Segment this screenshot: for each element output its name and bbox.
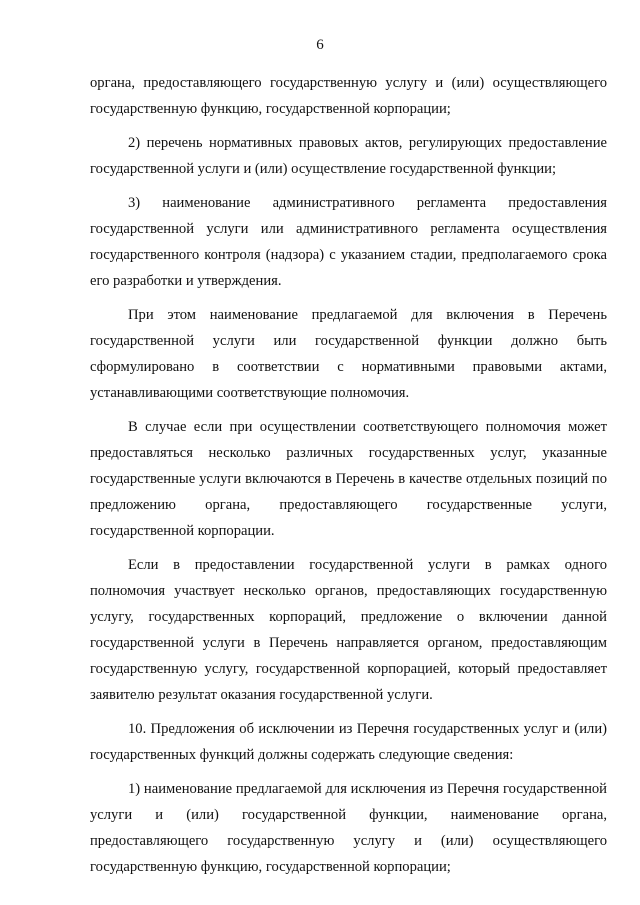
paragraph-section-10-item-1: 1) наименование предлагаемой для исключения из Перечня государственной услуги и (или) государственной функции, наименование органа, предоставляющего государственную услугу и (или) осуществляющего государственную функцию, государственной корпорации; — [90, 781, 607, 875]
document-body — [90, 70, 607, 888]
paragraph-item-3: 3) наименование административного регламента предоставления государственной услуги или административного регламента осуществления государственного контроля (надзора) с указанием стадии, предполагаемого срока его разработки и утверждения. — [90, 195, 607, 289]
paragraph-multiple-services: В случае если при осуществлении соответствующего полномочия может предоставляться несколько различных государственных услуг, указанные государственные услуги включаются в Перечень в качестве отдельных позиций по предложению органа, предоставляющего государственные услуги, государственной корпорации. — [90, 419, 607, 539]
paragraph-section-10: 10. Предложения об исключении из Перечня государственных услуг и (или) государственных функций должны содержать следующие сведения: — [90, 721, 607, 763]
page-number: 6 — [316, 37, 324, 53]
paragraph-item-2: 2) перечень нормативных правовых актов, регулирующих предоставление государственной услуги и (или) осуществление государственной функции; — [90, 135, 607, 177]
paragraph-naming-rule: При этом наименование предлагаемой для включения в Перечень государственной услуги или государственной функции должно быть сформулировано в соответствии с нормативными правовыми актами, устанавливающими соответствующие полномочия. — [90, 307, 607, 401]
paragraph-continuation: органа, предоставляющего государственную услугу и (или) осуществляющего государственную функцию, государственной корпорации; — [90, 75, 607, 117]
paragraph-multiple-organs: Если в предоставлении государственной услуги в рамках одного полномочия участвует несколько органов, предоставляющих государственную услугу, государственных корпораций, предложение о включении данной государственной услуги в Перечень направляется органом, предоставляющим государственную услугу, государственной корпорацией, который предоставляет заявителю результат оказания государственной услуги. — [90, 557, 607, 703]
